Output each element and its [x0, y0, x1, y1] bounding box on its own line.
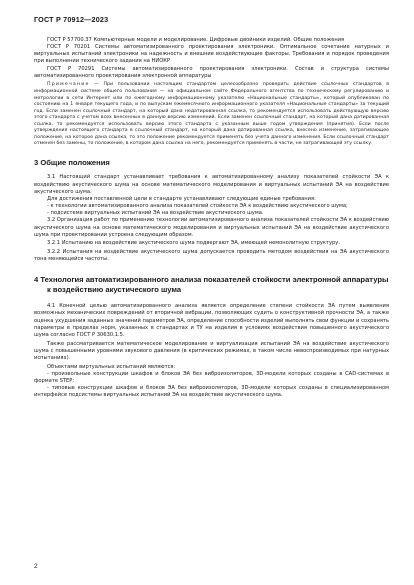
note-label: Примечание [47, 82, 90, 88]
reference-note [34, 82, 389, 147]
paragraph-objects: Объектами виртуальных испытаний являются: [47, 363, 176, 370]
paragraph-also: Также рассматривается математическое моделирование и виртуализация испытаний ЭА на воздействие акустического шума с повышенными уровнями звукового давления (в критических режимах, в таком числе невоспроизводимых при натурных испытаниях). [34, 340, 389, 361]
paragraph-4-1: 4.1 Конечной целью автоматизированного анализа является определение степени стойкости ЭА путем выявления возможных механических повреждений от вторичной вибрации, позволяющих судить о конструктивной прочности ЭА, а также оценка ухудшения заданных значений параметров ЭА, определение способности изделий выполнять свои функции и сохранять параметры в пределах норм, указанных в стандартах и ТУ на изделия в условиях воздействия повышенного акустического шума согласно ГОСТ Р 30630.1.5. [34, 303, 389, 338]
section-3-heading: 3 Общие положения [34, 157, 110, 167]
document-body [34, 37, 389, 399]
list-item: - к технологии автоматизированного анализа показателей стойкости ЭА к воздействию акустического шума; [47, 203, 348, 210]
page-number: 2 [34, 563, 38, 570]
reference-entry: ГОСТ Р 70291 Системы автоматизированного проектирования электроники. Состав и структура системы автоматизированного проектирования электронной аппаратуры [34, 65, 389, 79]
paragraph-3-1: 3.1 Настоящий стандарт устанавливает требования к автоматизированному анализу показателей стойкости ЭА к воздействию акустического шума на основе математического моделирования и виртуальных испытаний ЭА на воздействие акустического шума. [34, 174, 389, 195]
list-item: - типовые конструкции шкафов и блоков ЭА без виброизоляторов, 3D-модели которых созданы в специализированном интерфейсе подсистемы виртуальных испытаний ЭА на воздействие акустического шума. [34, 385, 389, 399]
paragraph-3-2: 3.2 Организация работ по применению технологии автоматизированного анализа показателей стойкости ЭА к воздействию акустического шума на основе математического моделирования и виртуальных испытаний ЭА на воздействие акустического шума при проектировании устроена следующим образом. [34, 217, 390, 238]
reference-entry: ГОСТ Р 70201 Системы автоматизированного проектирования электроники. Оптимальное сочетание натурных и виртуальных испытаний электроники на надежность и внешние воздействующие факторы. Требования и порядок проведения при выполнении технического задания на НИОКР [34, 44, 389, 65]
paragraph-3-2-2: 3.2.2 Испытания на воздействие акустического шума допускается проводить методом воздействия на ЭА акустического тона меняющейся частоты. [34, 248, 389, 263]
list-item: - подсистеме виртуальных испытаний ЭА на воздействие акустического шума. [47, 210, 264, 217]
reference-entry: ГОСТ Р 57700.37 Компьютерные модели и моделирование. Цифровые двойники изделий. Общие положения [47, 37, 345, 43]
document-header: ГОСТ Р 70912—2023 [34, 15, 109, 24]
list-item: - произвольные конструкции шкафов и блоков ЭА без виброизоляторов, 3D-модели которых созданы в CAD-системах в формате STEP; [34, 370, 389, 384]
paragraph-3-2-1: 3.2.1 Испытанию на воздействие акустического шума подвергают ЭА, имеющей немонолитную структуру. [47, 240, 340, 247]
section-4-heading: 4 Технология автоматизированного анализа показателей стойкости электронной аппаратуры к воздействию акустического шума [34, 275, 389, 294]
note-text: — При пользовании настоящим стандартом целесообразно проверить действие ссылочных стандартов в информационной системе общего пользования — на официальном сайте Федерального агентства по техническому регулированию и метрологии в сети Интернет или по ежегодному информационному указателю «Национальные стандарты», который опубликован по состоянию на 1 января текущего года, и по выпускам ежемесячного информационного указателя «Национальные стандарты» за текущий год. Если заменен ссылочный стандарт, на который дана недатированная ссылка, то рекомендуется использовать действующую версию этого стандарта с учетом всех внесенных в данную версию изменений. Если заменен ссылочный стандарт, на который дана датированная ссылка, то рекомендуется использовать версию этого стандарта с указанным выше годом утверждения (принятия). Если после утверждения настоящего стандарта в ссылочный стандарт, на который дана датированная ссылка, внесено изменение, затрагивающее положение, на которое дана ссылка, то это положение рекомендуется применять без учета данного изменения. Если ссылочный стандарт отменен без замены, то положение, в котором дана ссылка на него, рекомендуется применять в части, не затрагивающей эту ссылку. [34, 82, 389, 147]
paragraph-goal: Для достижения поставленной цели в стандарте устанавливают следующие единые требования: [47, 195, 316, 202]
